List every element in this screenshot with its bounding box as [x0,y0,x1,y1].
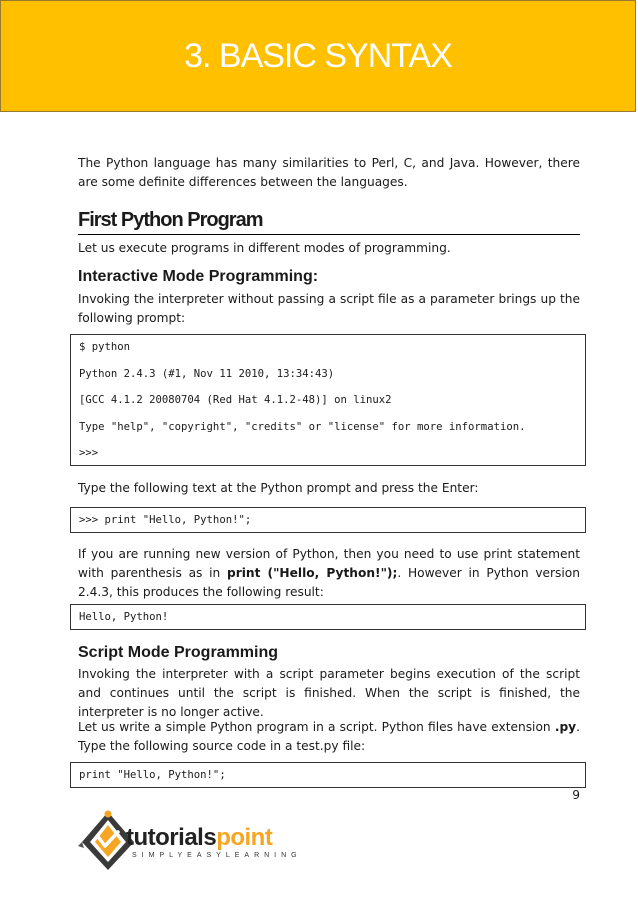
logo-tagline: SIMPLYEASYLEARNING [132,852,302,859]
type-text-paragraph: Type the following text at the Python prompt and press the Enter: [78,481,479,495]
extension-block [78,718,580,756]
logo-word-tutorials: tutorials [126,824,217,851]
code-line: Hello, Python! [79,611,169,623]
type-text-block [78,479,580,498]
extension-text-before: Let us write a simple Python program in a script. Python files have extension [78,720,555,734]
code-line: >>> print "Hello, Python!"; [79,514,252,526]
print-statement-bold: print ("Hello, Python!"); [226,566,398,580]
result-code-box [70,604,586,630]
interactive-paragraph: Invoking the interpreter without passing a script file as a parameter brings up the following prompt: [78,292,580,325]
interactive-body-block [78,290,580,328]
intro-paragraph: The Python language has many similarities to Perl, C, and Java. However, there are some definite differences between the languages. [78,156,580,189]
code-line: Type "help", "copyright", "credits" or "license" for more information. [79,420,526,433]
logo-word-point: point [216,824,273,851]
intro-block [78,154,580,192]
script-heading: Script Mode Programming [78,644,279,661]
version-paragraph [78,545,580,602]
interpreter-code-box [70,334,586,466]
script-paragraph: Invoking the interpreter with a script parameter begins execution of the script and continues until the script is finished. When the script is finished, the interpreter is no longer active. [78,667,580,719]
page-number: 9 [572,788,580,802]
version-text-before: If you are running new version of Python, then you need to use print statement with parenthesis as in [78,547,580,580]
section-lead-block [78,239,580,258]
tutorialspoint-logo [78,808,302,874]
extension-paragraph [78,718,580,756]
prompt-code-box [70,507,586,533]
py-extension-bold: .py [554,720,577,734]
chapter-title: 3. BASIC SYNTAX [184,36,452,75]
script-code-box [70,762,586,788]
chapter-banner [0,0,636,112]
code-line: >>> [79,447,99,459]
code-line: print "Hello, Python!"; [79,769,226,781]
section-heading: First Python Program [78,209,580,235]
section-lead: Let us execute programs in different modes of programming. [78,241,451,255]
code-line: Python 2.4.3 (#1, Nov 11 2010, 13:34:43) [79,367,335,380]
code-line: [GCC 4.1.2 20080704 (Red Hat 4.1.2-48)] on linux2 [79,394,392,406]
logo-wordmark [126,824,272,852]
version-block [78,545,580,602]
code-line: $ python [79,341,131,353]
extension-text-after: . Type the following source code in a test.py file: [78,720,580,753]
interactive-heading: Interactive Mode Programming: [78,268,319,285]
script-body-block [78,665,580,722]
version-text-after: . However in Python version 2.4.3, this produces the following result: [78,566,580,599]
